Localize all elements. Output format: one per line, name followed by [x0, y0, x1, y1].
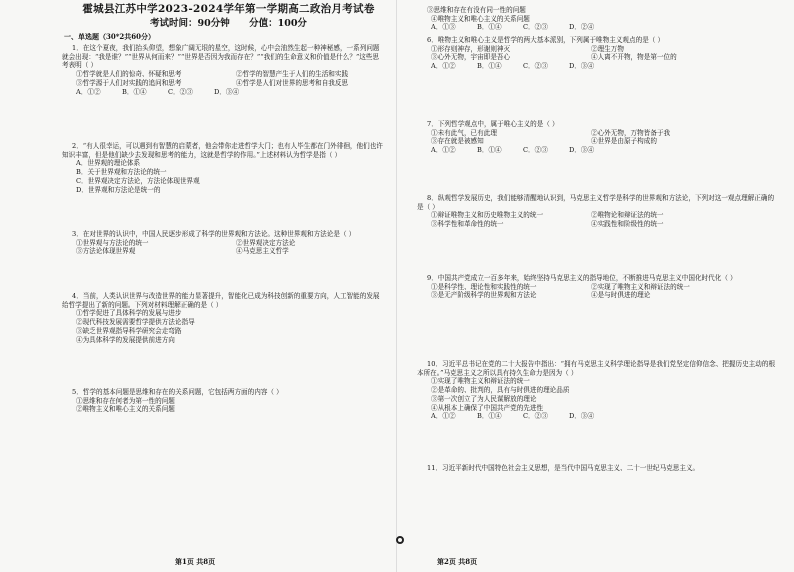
option-text: A．世界观的理论体系 — [76, 159, 141, 168]
option-text: ①哲学就是人们的惊奇、怀疑和思考 — [76, 70, 182, 79]
option-text: ③科学性和革命性的统一 — [431, 220, 504, 229]
exam-time: 考试时间：90分钟 — [150, 18, 230, 29]
question-block — [417, 360, 776, 421]
option-text: ②哲学的智慧产生于人们的生活和实践 — [236, 70, 349, 79]
option-text: ②是革命的、批判的，具有与时俱进的理论品质 — [431, 386, 570, 395]
option-row — [417, 220, 776, 229]
option-text: ①形存则神存，形谢则神灭 — [431, 44, 511, 53]
answer-choice: B．①④ — [477, 412, 502, 421]
answer-choice: A．①③ — [431, 23, 456, 32]
option-row — [62, 70, 383, 79]
option-text: ②实现了唯物主义和辩证法的统一 — [591, 282, 690, 291]
option-text: ④为具体科学的发展提供前进方向 — [76, 335, 175, 344]
page-footer-right: 第2页 共8页 — [437, 556, 478, 566]
question-block — [62, 230, 383, 256]
answer-choice: D．③④ — [569, 146, 595, 155]
option-text: ④是与时俱进的理论 — [591, 291, 651, 300]
answer-choice: C．②③ — [523, 412, 548, 421]
exam-score: 分值：100分 — [249, 18, 307, 29]
answer-choices — [417, 62, 776, 71]
section-heading: 一、单选题（30*2共60分） — [64, 32, 156, 41]
question-stem: 6．唯物主义和唯心主义是哲学的两大基本派别，下列属于唯物主义观点的是（ ） — [427, 36, 665, 44]
answer-choice: D．③④ — [569, 412, 595, 421]
question-block — [62, 142, 383, 194]
option-text: ①辩证唯物主义和历史唯物主义的统一 — [431, 211, 544, 220]
option-text: ②理生万物 — [591, 44, 624, 53]
option-text: ④马克思主义哲学 — [236, 247, 289, 256]
option-text: ①思维和存在何者为第一性的问题 — [76, 396, 175, 405]
option-text: ②现代科技发展需要哲学提供方法论指导 — [76, 318, 195, 327]
question-stem: 3．在对世界的认识中，中国人民逐步形成了科学的世界观和方法论。这种世界观和方法论是（ ） — [72, 230, 356, 238]
option-text: ③心外无物，宇宙即是吾心 — [431, 53, 511, 62]
question-block — [417, 194, 776, 229]
question-block — [417, 120, 776, 155]
question-stem: 4．当前，人类认识世界与改造世界的能力显著提升，智能化已成为科技创新的重要方向，人工智能的发展给哲学提出了新的问题。下列对材料理解正确的是（ ） — [62, 292, 380, 309]
answer-choice: A．①② — [431, 62, 456, 71]
exam-subtitle — [70, 18, 387, 31]
option-text: ①是科学性、理论性和实践性的统一 — [431, 282, 537, 291]
answer-choice: B．①④ — [122, 87, 147, 96]
question-block — [62, 388, 383, 414]
answer-choice: B．①④ — [477, 62, 502, 71]
option-text: ④哲学是人们对世界的思考和自我反思 — [236, 78, 349, 87]
question-block — [417, 6, 776, 32]
exam-title: 霍城县江苏中学2023-2024学年第一学期高二政治月考试卷 — [82, 3, 375, 15]
option-text: ①世界观与方法论的统一 — [76, 238, 149, 247]
option-row — [417, 211, 776, 220]
page-right — [397, 0, 794, 572]
question-stem: 7．下列哲学观点中，属于唯心主义的是（ ） — [427, 120, 559, 128]
answer-choice: C．②③ — [523, 23, 548, 32]
question-block — [62, 292, 383, 344]
option-text: ③存在就是被感知 — [431, 137, 484, 146]
question-block — [417, 464, 776, 473]
option-row — [417, 53, 776, 62]
question-stem: 2．“有人很幸运，可以遇到有智慧的启蒙者，他会带你走进哲学大门；也有人毕生都在门外徘徊，他们也许知识丰富，但是他们缺少去发现和思考的能力，这就是哲学的作用。”上述材料认为哲学是指（ ） — [62, 142, 383, 159]
page-footer-left: 第1页 共8页 — [175, 556, 216, 566]
option-row — [62, 247, 383, 256]
question-block — [417, 36, 776, 71]
question-block — [417, 274, 776, 300]
option-text: ④世界是由原子构成的 — [591, 137, 657, 146]
option-text: ②心外无物，万物皆备于我 — [591, 128, 671, 137]
option-row — [417, 137, 776, 146]
answer-choices — [417, 412, 776, 421]
answer-choices — [417, 23, 776, 32]
question-stem: 5．哲学的基本问题是思维和存在的关系问题，它包括两方面的内容（ ） — [72, 388, 283, 396]
question-block — [62, 44, 383, 96]
answer-choice: A．①② — [76, 87, 101, 96]
option-text: ③哲学源于人们对实践的追问和思考 — [76, 78, 182, 87]
option-text: D．世界观和方法论是统一的 — [76, 185, 161, 194]
answer-choice: A．①② — [431, 412, 456, 421]
answer-choices — [62, 88, 383, 97]
answer-choice: D．③④ — [214, 87, 240, 96]
option-text: ③是无产阶级科学的世界观和方法论 — [431, 291, 537, 300]
answer-choice: C．②③ — [523, 62, 548, 71]
answer-choice: D．②④ — [569, 23, 595, 32]
answer-choices — [417, 146, 776, 155]
answer-choice: B．①④ — [477, 23, 502, 32]
option-text: ④实践性和阶级性的统一 — [591, 220, 664, 229]
answer-choice: C．②③ — [168, 87, 193, 96]
question-stem: ③思维和存在有没有同一性的问题 — [427, 6, 526, 14]
answer-choice: C．②③ — [523, 146, 548, 155]
option-text: ④人离不开物，物是第一位的 — [591, 53, 677, 62]
question-stem: 10．习近平总书记在党的二十大报告中指出：“拥有马克思主义科学理论指导是我们党坚定信仰信念、把握历史主动的根本所在。”马克思主义之所以具有持久生命力是因为（ ） — [417, 360, 776, 377]
option-text: ②唯物主义和唯心主义的关系问题 — [76, 405, 175, 414]
question-stem: 9．中国共产党成立一百多年来，始终坚持马克思主义的指导地位，不断推进马克思主义中国化时代化（ ） — [427, 274, 737, 282]
option-text: ③第一次创立了为人民谋解放的理论 — [431, 394, 537, 403]
option-text: ①哲学促进了具体科学的发展与进步 — [76, 309, 182, 318]
answer-choice: D．③④ — [569, 62, 595, 71]
option-text: ④从根本上确保了中国共产党的先进性 — [431, 403, 544, 412]
option-text: ②世界观决定方法论 — [236, 238, 296, 247]
option-text: ①未有此气，已有此理 — [431, 128, 497, 137]
answer-choice: A．①② — [431, 146, 456, 155]
option-text: B．关于世界观和方法论的统一 — [76, 168, 167, 177]
option-text: ④唯物主义和唯心主义的关系问题 — [431, 14, 530, 23]
option-row — [62, 79, 383, 88]
option-text: ③缺乏世界观指导科学研究会走弯路 — [76, 326, 182, 335]
question-stem: 8．纵观哲学发展历史，我们能够清醒地认识到，马克思主义哲学是科学的世界观和方法论，下列对这一观点理解正确的是（ ） — [417, 194, 775, 211]
option-row — [417, 291, 776, 300]
question-stem: 11．习近平新时代中国特色社会主义思想，是当代中国马克思主义、二十一世纪马克思主义。 — [427, 464, 700, 472]
option-text: ②唯物论和辩证法的统一 — [591, 211, 664, 220]
answer-choice: B．①④ — [477, 146, 502, 155]
question-stem: 1．在这个夏夜，我们抬头仰望，想象广阔无垠的星空，这时候，心中会油然生起一种神秘感，一系列问题就会出现：“我是谁？”“世界从何而来？”“世界是否因为我而存在？”“我们的生命意义和价值是什么？”这些思考表明（ ） — [62, 44, 380, 70]
option-text: ③方法论体现世界观 — [76, 247, 136, 256]
option-text: C．世界观决定方法论，方法论体现世界观 — [76, 176, 200, 185]
option-text: ①实现了唯物主义和辩证法的统一 — [431, 377, 530, 386]
